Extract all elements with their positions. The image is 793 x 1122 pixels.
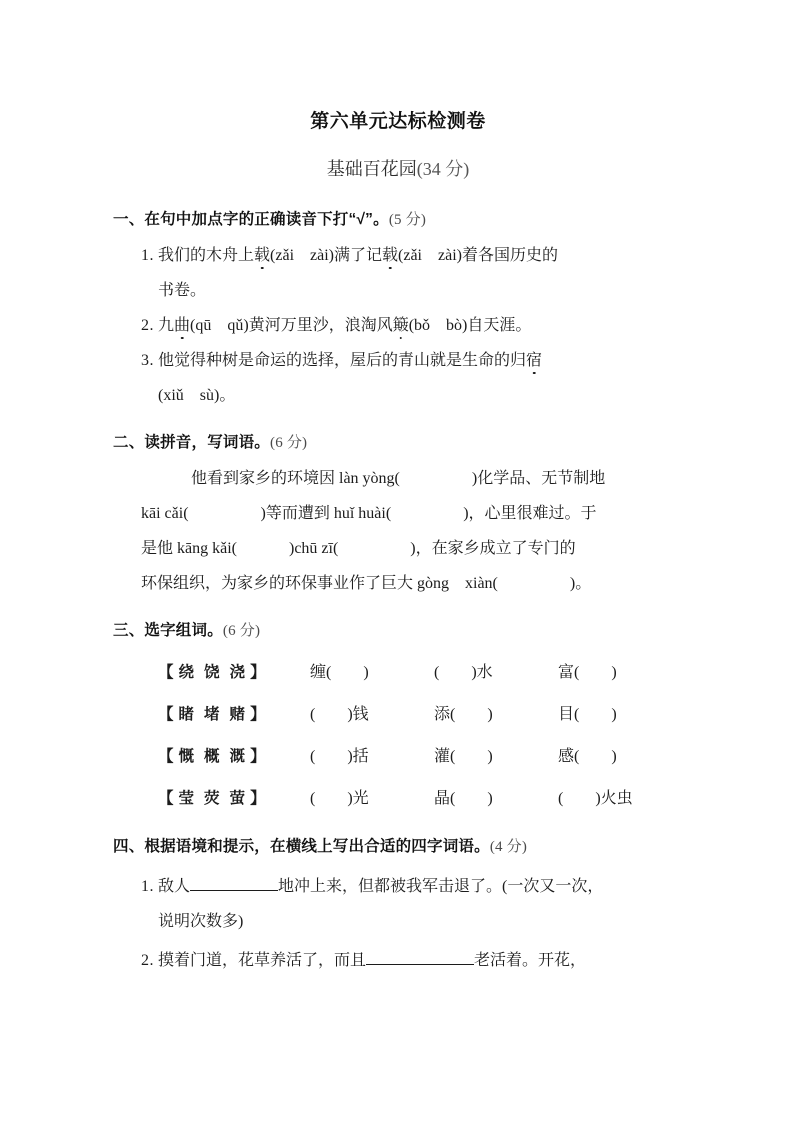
page-content <box>113 0 683 969</box>
choice-char[interactable]: 萤 <box>229 790 246 807</box>
bracket-open: 【 <box>158 748 174 765</box>
paper-subtitle <box>113 155 683 181</box>
question-text-b: 地冲上来，但都被我军击退了。(一次又一次， <box>278 878 604 895</box>
pinyin-text-b: )化学品、无节制地 <box>471 470 606 487</box>
choice-answer-slot[interactable]: 缠( ) <box>310 664 369 681</box>
question-number: 2. <box>141 317 154 334</box>
choice-char[interactable]: 慨 <box>178 748 195 765</box>
bracket-close: 】 <box>250 748 266 765</box>
question-4-1-line-1 <box>113 875 683 895</box>
choice-character-set <box>158 702 310 724</box>
choice-answer-slot[interactable]: ( )括 <box>310 748 369 765</box>
answer-underline[interactable] <box>366 949 474 965</box>
question-number: 1. <box>141 878 154 895</box>
choice-character-set <box>158 744 310 766</box>
question-4-1-line-2: 说明次数多) <box>158 913 244 930</box>
question-1-2-line-1 <box>113 318 683 334</box>
bracket-close: 】 <box>250 664 266 681</box>
section-three-title: 三、选字组词。 <box>113 622 223 639</box>
choice-answer-slot[interactable]: 添( ) <box>434 706 493 723</box>
choice-answer-slot[interactable]: 晶( ) <box>434 790 493 807</box>
pinyin-paragraph-line-3 <box>113 541 683 557</box>
question-number: 3. <box>141 352 154 369</box>
pinyin-text-a: kāi cǎi( <box>141 505 189 522</box>
pinyin-paragraph-line-1 <box>113 471 683 487</box>
choice-char[interactable]: 堵 <box>204 706 220 723</box>
question-text-b: 老活着。开花， <box>474 952 587 969</box>
choice-answer-slot[interactable]: 灌( ) <box>434 748 493 765</box>
choice-row <box>113 743 683 766</box>
choice-char[interactable]: 赌 <box>229 706 246 723</box>
emphasis-dot-char: 簸 <box>392 317 409 334</box>
choice-character-set <box>158 660 310 682</box>
question-1-3-line-2: (xiǔ sù)。 <box>158 387 236 404</box>
pinyin-text-a: 环保组织，为家乡的环保事业作了巨大 gòng xiàn( <box>141 575 498 592</box>
answer-underline[interactable] <box>190 875 278 891</box>
section-heading-one <box>113 207 683 229</box>
bracket-open: 【 <box>158 790 174 807</box>
question-1-3-line-1 <box>113 353 683 369</box>
question-number: 1. <box>141 247 154 264</box>
choice-character-set <box>158 786 310 808</box>
section-four-title: 四、根据语境和提示，在横线上写出合适的四字词语。 <box>113 838 490 855</box>
paper-subtitle-label: 基础百花园 <box>326 159 417 179</box>
section-three-score: (6 分) <box>222 623 261 639</box>
question-text-a: 他觉得种树是命运的选择，屋后的青山就是生命的归 <box>158 352 527 369</box>
question-4-2-line-1 <box>113 949 683 969</box>
section-two-title: 二、读拼音，写词语。 <box>113 434 271 451</box>
section-one-score: (5 分) <box>388 212 427 228</box>
question-text-a: 九 <box>158 317 175 334</box>
bracket-open: 【 <box>158 664 174 681</box>
section-four-score: (4 分) <box>489 839 528 855</box>
pinyin-text-b: )等而遭到 huǐ huài( <box>260 505 392 522</box>
page-title: 第六单元达标检测卷 <box>310 111 486 132</box>
question-text-b: (qū qǔ)黄河万里沙，浪淘风 <box>190 317 393 334</box>
question-text-c: (zǎi zài)着各国历史的 <box>398 247 558 264</box>
choice-char[interactable]: 溉 <box>229 748 246 765</box>
emphasis-dot-char: 载 <box>254 247 271 264</box>
question-text-a: 敌人 <box>158 878 191 895</box>
question-1-1-line-2: 书卷。 <box>158 282 207 299</box>
section-heading-four <box>113 834 683 856</box>
question-text-c: (bǒ bò)自天涯。 <box>408 317 532 334</box>
paper-subtitle-score: (34 分) <box>416 159 470 179</box>
question-text-b: (zǎi zài)满了记 <box>270 247 382 264</box>
pinyin-text-c: )，心里很难过。于 <box>463 505 597 522</box>
pinyin-text-a: 他看到家乡的环境因 làn yòng( <box>191 470 400 487</box>
choice-char[interactable]: 浇 <box>229 664 246 681</box>
choice-row <box>113 785 683 808</box>
question-text-a: 我们的木舟上 <box>158 247 255 264</box>
bracket-open: 【 <box>158 706 174 723</box>
choice-answer-slot[interactable]: 富( ) <box>558 664 617 681</box>
section-heading-two <box>113 430 683 452</box>
emphasis-dot-char: 曲 <box>174 317 191 334</box>
question-1-1-line-1 <box>113 248 683 264</box>
section-two-score: (6 分) <box>270 435 308 451</box>
choice-char[interactable]: 绕 <box>178 664 195 681</box>
question-text-a: 摸着门道，花草养活了，而且 <box>158 952 367 969</box>
choice-answer-slot[interactable]: ( )水 <box>434 664 493 681</box>
bracket-close: 】 <box>250 790 266 807</box>
choice-answer-slot[interactable]: 感( ) <box>558 748 617 765</box>
section-heading-three <box>113 618 683 640</box>
pinyin-paragraph-line-2 <box>113 506 683 522</box>
choice-char[interactable]: 莹 <box>178 790 195 807</box>
choice-char[interactable]: 饶 <box>204 664 220 681</box>
pinyin-paragraph-line-4 <box>113 576 683 592</box>
choice-row <box>113 659 683 682</box>
emphasis-dot-char: 宿 <box>526 352 543 369</box>
bracket-close: 】 <box>250 706 266 723</box>
pinyin-text-a: 是他 kāng kǎi( <box>141 540 237 557</box>
choice-answer-slot[interactable]: ( )光 <box>310 790 369 807</box>
pinyin-text-b: )chū zī( <box>288 540 339 557</box>
choice-char[interactable]: 荧 <box>204 790 220 807</box>
choice-char[interactable]: 概 <box>204 748 220 765</box>
choice-char[interactable]: 睹 <box>178 706 195 723</box>
choice-row <box>113 701 683 724</box>
choice-answer-slot[interactable]: ( )钱 <box>310 706 369 723</box>
pinyin-text-b: )。 <box>569 575 592 592</box>
section-one-title: 一、在句中加点字的正确读音下打“√”。 <box>113 211 389 228</box>
question-number: 2. <box>141 952 154 969</box>
pinyin-text-c: )，在家乡成立了专门的 <box>410 540 576 557</box>
choice-answer-slot[interactable]: ( )火虫 <box>558 790 633 807</box>
emphasis-dot-char: 载 <box>382 247 399 264</box>
choice-answer-slot[interactable]: 目( ) <box>558 706 617 723</box>
